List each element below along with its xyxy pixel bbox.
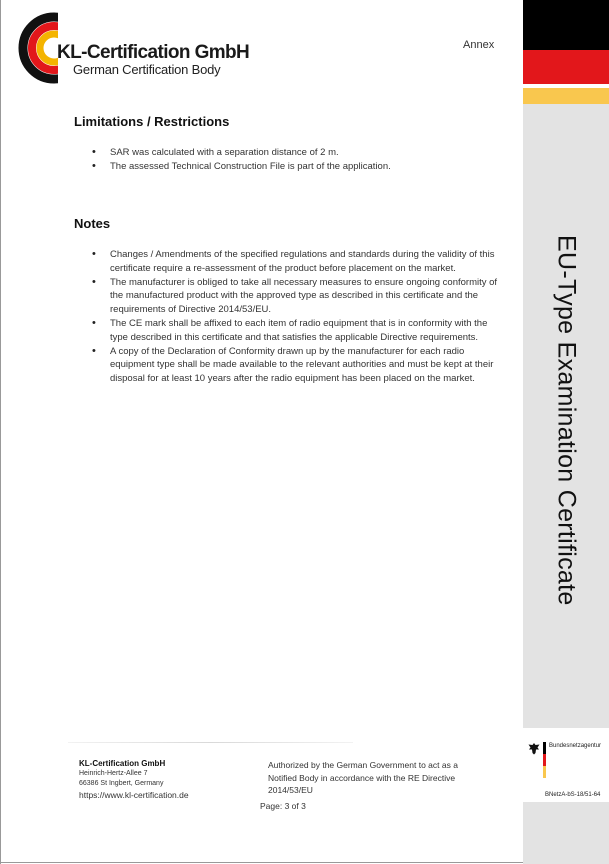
flag-red-band	[523, 50, 609, 84]
limitations-heading: Limitations / Restrictions	[74, 114, 230, 129]
footer-divider	[68, 742, 353, 743]
list-item: • SAR was calculated with a separation distance of 2 m.	[110, 146, 500, 160]
flag-gold-band	[523, 88, 609, 104]
flag-black-band	[523, 0, 609, 50]
footer-street: Heinrich-Hertz-Allee 7	[79, 770, 148, 777]
footer-url-link[interactable]: https://www.kl-certification.de	[79, 790, 189, 800]
agency-name: Bundesnetzagentur	[549, 743, 602, 749]
agency-flag-icon	[543, 742, 546, 778]
list-item: • The CE mark shall be affixed to each item of radio equipment that is in conformity with the type described in this certificate and that satisfies the applicable Directive requirements.	[110, 317, 500, 345]
limitations-list	[110, 146, 500, 174]
footer-company: KL-Certification GmbH	[79, 759, 166, 768]
notes-list	[110, 248, 500, 386]
notes-heading: Notes	[74, 216, 111, 231]
footer-authorization: Authorized by the German Government to act as a Notified Body in accordance with the RE Directive 2014/53/EU	[268, 760, 458, 795]
eagle-icon	[527, 742, 541, 756]
annex-label: Annex	[463, 39, 495, 51]
page-number: Page: 3 of 3	[260, 801, 306, 811]
company-subtitle: German Certification Body	[73, 62, 221, 77]
page-border-left	[0, 0, 1, 864]
list-item: • The manufacturer is obliged to take all necessary measures to ensure ongoing conformity of the manufactured product with the approved type as described in this certificate and the requirements of Directive 2014/53/EU.	[110, 276, 500, 317]
german-flag-strip	[523, 0, 609, 104]
list-item: • A copy of the Declaration of Conformity drawn up by the manufacturer for each radio equipment type shall be made available to the relevant authorities and must be kept at their disposal for at least 10 years after the radio equipment has been placed on the market.	[110, 345, 500, 386]
page-border-bottom	[0, 862, 609, 863]
list-item: • The assessed Technical Construction File is part of the application.	[110, 160, 500, 174]
agency-code: BNetzA-bS-18/51-64	[545, 792, 601, 798]
list-item: • Changes / Amendments of the specified regulations and standards during the validity of this certificate require a re-assessment of the product before placement on the market.	[110, 248, 500, 276]
agency-badge	[523, 728, 609, 802]
certificate-title: EU-Type Examination Certificate	[552, 234, 581, 606]
footer-city: 66386 St Ingbert, Germany	[79, 780, 164, 787]
company-name: KL-Certification GmbH	[57, 42, 250, 63]
